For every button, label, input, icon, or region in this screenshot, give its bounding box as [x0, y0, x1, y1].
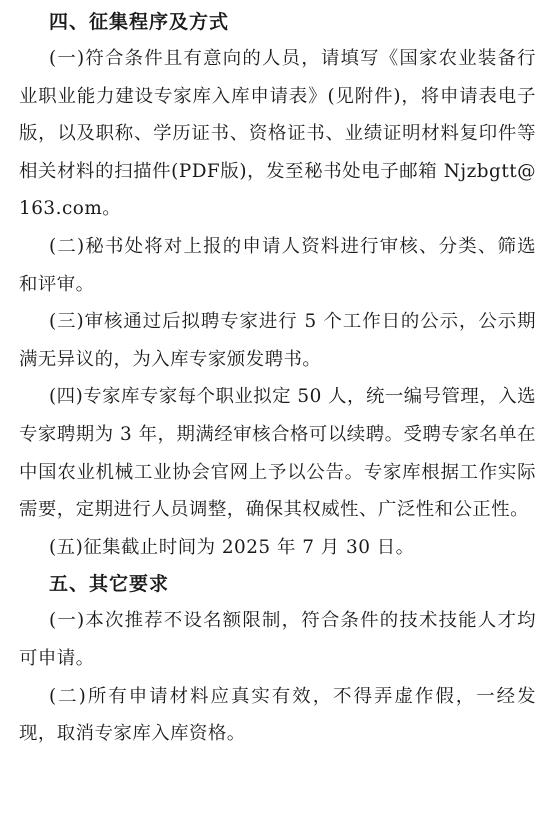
section-heading-procedure: 四、征集程序及方式 [49, 11, 230, 33]
paragraph-review: (二)秘书处将对上报的申请人资料进行审核、分类、筛选和评审。 [19, 235, 536, 295]
paragraph-application-submission: (一)符合条件且有意向的人员，请填写《国家农业装备行业职业能力建设专家库入库申请表》(见附件)，将申请表电子版，以及职称、学历证书、资格证书、业绩证明材料复印件等相关材料的扫描件(PDF版)，发至秘书处电子邮箱 Njzbgtt@163.com。 [19, 48, 536, 220]
paragraph-authenticity: (二)所有申请材料应真实有效，不得弄虚作假，一经发现，取消专家库入库资格。 [19, 685, 536, 745]
paragraph-expert-management: (四)专家库专家每个职业拟定 50 人，统一编号管理，入选专家聘期为 3 年，期满经审核合格可以续聘。受聘专家名单在中国农业机械工业协会官网上予以公告。专家库根据工作实际需要，定期进行人员调整，确保其权威性、广泛性和公正性。 [19, 386, 536, 521]
paragraph-no-quota: (一)本次推荐不设名额限制，符合条件的技术技能人才均可申请。 [19, 610, 536, 669]
section-heading-other-requirements: 五、其它要求 [49, 573, 170, 596]
paragraph-deadline: (五)征集截止时间为 2025 年 7 月 30 日。 [49, 536, 415, 558]
paragraph-public-notice: (三)审核通过后拟聘专家进行 5 个工作日的公示，公示期满无异议的，为入库专家颁发聘书。 [19, 311, 536, 370]
